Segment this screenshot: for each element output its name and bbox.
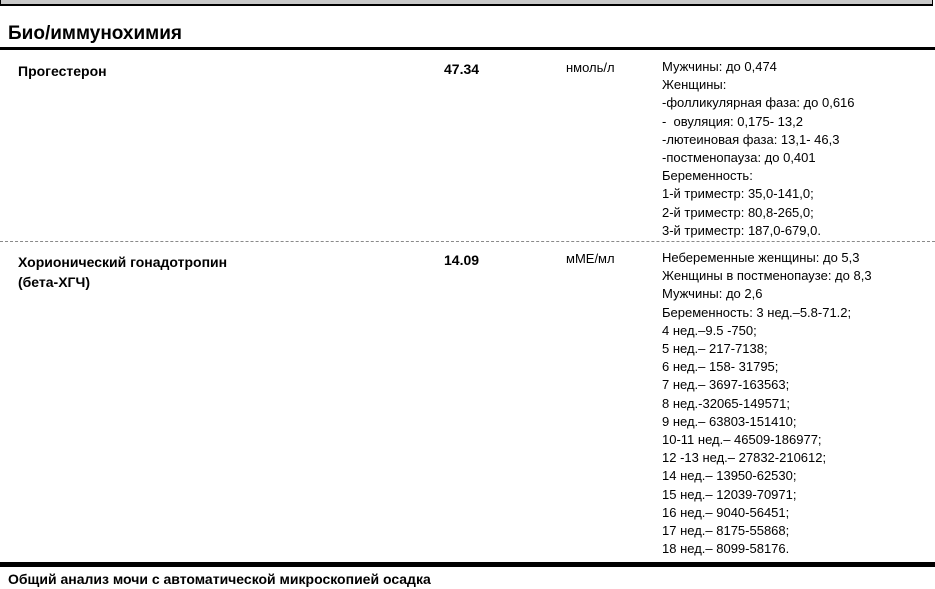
reference-line: 12 -13 нед.– 27832-210612; — [662, 450, 827, 466]
table-row-progesterone — [0, 57, 935, 240]
section-title: Био/иммунохимия — [8, 23, 183, 44]
reference-line: 16 нед.– 9040-56451; — [662, 504, 790, 520]
reference-line: 8 нед.-32065-149571; — [662, 395, 790, 411]
reference-line: - овуляция: 0,175- 13,2 — [662, 113, 803, 129]
reference-line: Мужчины: до 2,6 — [662, 286, 763, 302]
reference-line: 2-й триместр: 80,8-265,0; — [662, 204, 814, 220]
reference-line: 18 нед.– 8099-58176. — [662, 541, 790, 557]
test-name-line: (бета-ХГЧ) — [18, 274, 90, 290]
test-name — [18, 61, 418, 81]
reference-line: -фолликулярная фаза: до 0,616 — [662, 95, 855, 111]
next-section-title: Общий анализ мочи с автоматической микроскопией осадка — [8, 571, 431, 587]
reference-line: Беременность: 3 нед.–5.8-71.2; — [662, 304, 852, 320]
reference-range — [662, 249, 932, 558]
reference-line: 14 нед.– 13950-62530; — [662, 468, 797, 484]
test-name-line: Хорионический гонадотропин — [18, 254, 228, 270]
reference-line: Женщины в постменопаузе: до 8,3 — [662, 268, 872, 284]
header-bar — [0, 0, 933, 6]
test-unit: мМЕ/мл — [566, 251, 615, 266]
table-row-hcg — [0, 248, 935, 562]
reference-line: 4 нед.–9.5 -750; — [662, 322, 757, 338]
section-end-divider — [0, 562, 935, 567]
reference-line: 3-й триместр: 187,0-679,0. — [662, 222, 821, 238]
reference-line: 7 нед.– 3697-163563; — [662, 377, 790, 393]
test-name-line: Прогестерон — [18, 63, 107, 79]
reference-range — [662, 58, 932, 240]
reference-line: Мужчины: до 0,474 — [662, 59, 777, 74]
reference-line: 15 нед.– 12039-70971; — [662, 486, 797, 502]
reference-line: 10-11 нед.– 46509-186977; — [662, 432, 822, 448]
reference-line: 6 нед.– 158- 31795; — [662, 359, 779, 375]
reference-line: -лютеиновая фаза: 13,1- 46,3 — [662, 131, 840, 147]
test-unit: нмоль/л — [566, 60, 615, 75]
reference-line: 17 нед.– 8175-55868; — [662, 523, 790, 539]
reference-line: Небеременные женщины: до 5,3 — [662, 250, 860, 265]
test-value: 47.34 — [444, 61, 480, 77]
test-value: 14.09 — [444, 252, 480, 268]
row-divider — [0, 241, 935, 242]
reference-line: Беременность: — [662, 168, 753, 184]
section-divider — [0, 47, 935, 50]
reference-line: 9 нед.– 63803-151410; — [662, 413, 797, 429]
reference-line: -постменопауза: до 0,401 — [662, 150, 816, 166]
reference-line: Женщины: — [662, 77, 727, 93]
reference-line: 1-й триместр: 35,0-141,0; — [662, 186, 814, 202]
test-name — [18, 252, 418, 292]
reference-line: 5 нед.– 217-7138; — [662, 341, 768, 357]
